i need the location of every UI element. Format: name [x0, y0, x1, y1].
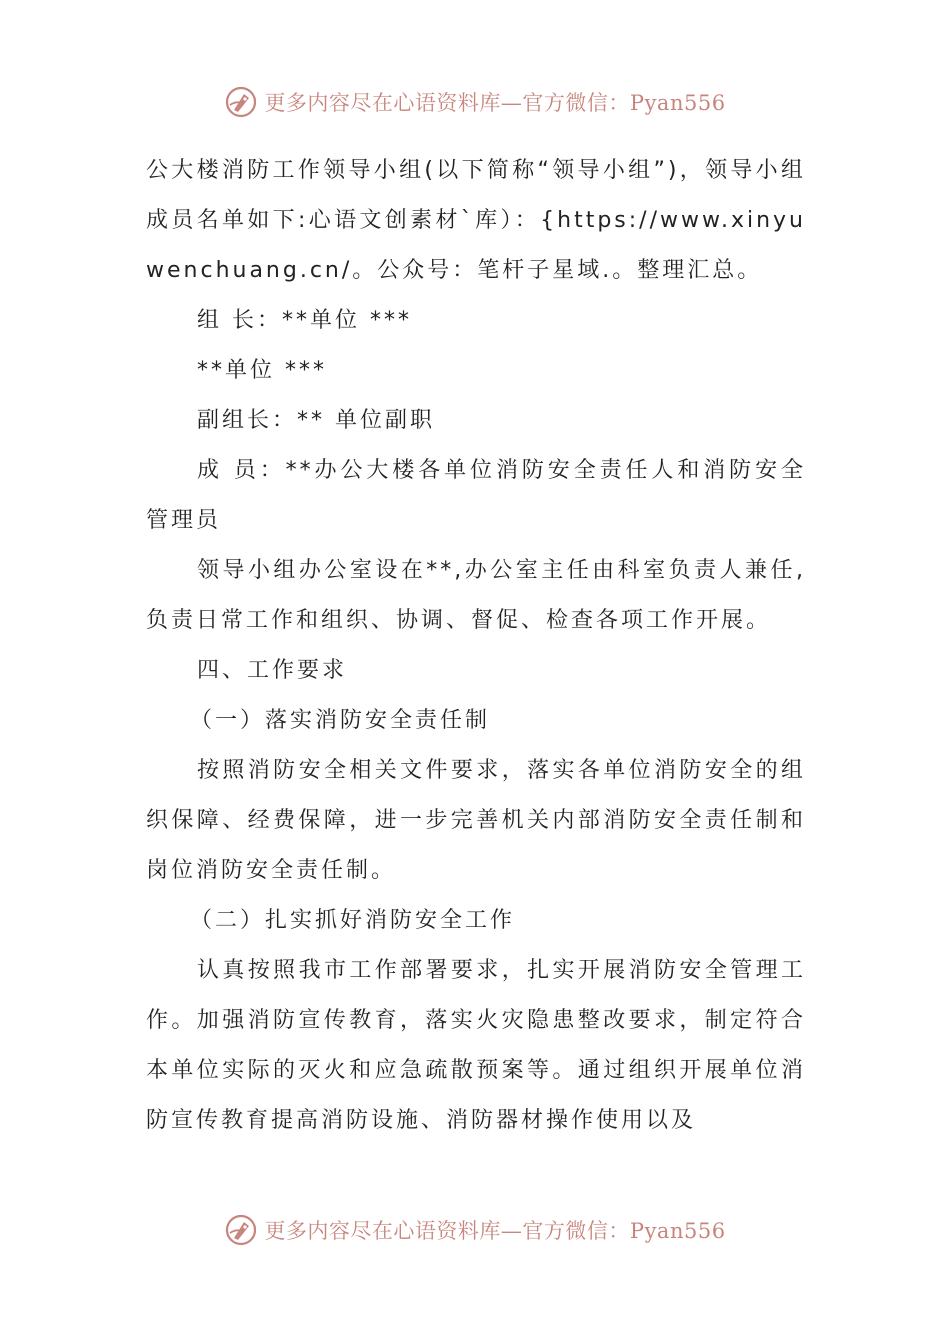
paragraph-unit-member: **单位 *** — [197, 358, 327, 383]
paragraph-members: 成 员：**办公大楼各单位消防安全责任人和消防安全管理员 — [146, 458, 806, 533]
paragraph-office: 领导小组办公室设在**,办公室主任由科室负责人兼任,负责日常工作和组织、协调、督促、检查各项工作开展。 — [146, 558, 806, 633]
pen-nib-icon — [224, 1213, 258, 1247]
paragraph-responsibility: 按照消防安全相关文件要求，落实各单位消防安全的组织保障、经费保障，进一步完善机关内部消防安全责任制和岗位消防安全责任制。 — [146, 758, 806, 883]
paragraph-deputy-leader: 副组长：** 单位副职 — [197, 408, 435, 433]
subheading-responsibility: （一）落实消防安全责任制 — [190, 708, 491, 733]
footer-watermark — [0, 1210, 950, 1250]
paragraph-safety-work: 认真按照我市工作部署要求，扎实开展消防安全管理工作。加强消防宣传教育，落实火灾隐患整改要求，制定符合本单位实际的灭火和应急疏散预案等。通过组织开展单位消防宣传教育提高消防设施、消防器材操作使用以及 — [146, 958, 806, 1133]
header-watermark — [0, 82, 950, 122]
paragraph-group-leader: 组 长：**单位 *** — [197, 308, 412, 333]
section-heading-requirements: 四、工作要求 — [197, 658, 348, 683]
document-body — [146, 146, 806, 1146]
subheading-safety-work: （二）扎实抓好消防安全工作 — [190, 908, 516, 933]
watermark-text: 更多内容尽在心语资料库—官方微信：Pyan556 — [264, 91, 726, 115]
pen-nib-icon — [224, 85, 258, 119]
watermark-text: 更多内容尽在心语资料库—官方微信：Pyan556 — [264, 1219, 726, 1243]
paragraph-leading-group: 公大楼消防工作领导小组(以下简称“领导小组”)，领导小组成员名单如下:心语文创素材`库）：{https://www.xinyuwenchuang.cn/。公众号：笔杆子星域.。整理汇总。 — [146, 158, 806, 283]
